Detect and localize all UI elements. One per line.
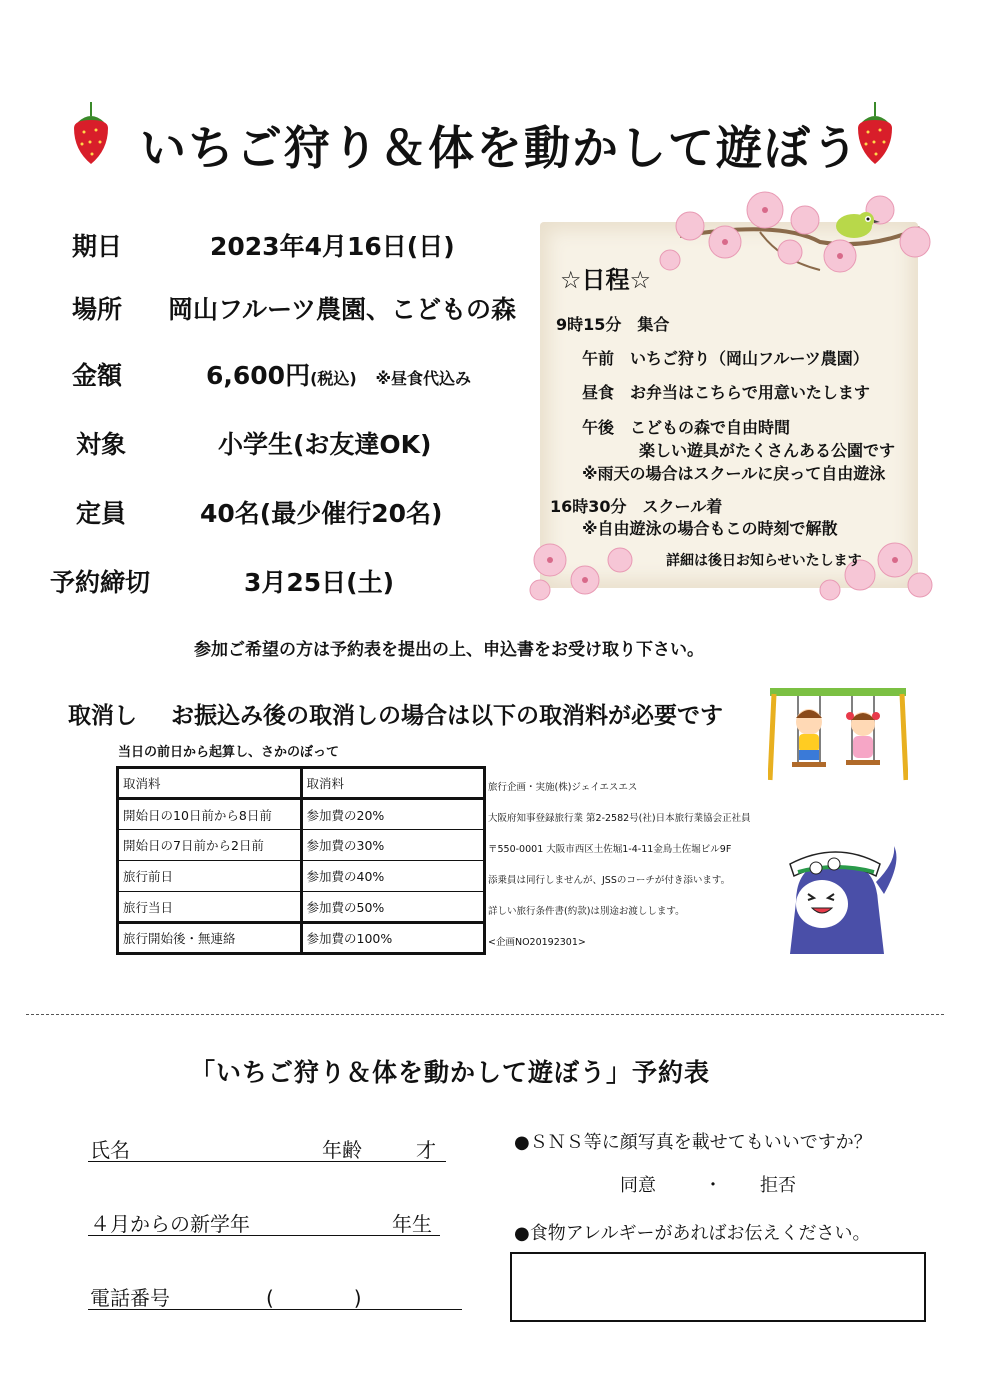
schedule-line-6: ※雨天の場合はスクールに戻って自由遊泳 bbox=[582, 464, 886, 483]
table-header-cell: 取消料 bbox=[118, 768, 302, 799]
page-title: いちご狩り＆体を動かして遊ぼう bbox=[140, 121, 860, 175]
allergy-input-box[interactable] bbox=[510, 1252, 926, 1322]
schedule-line-4: 午後 こどもの森で自由時間 bbox=[582, 418, 791, 437]
table-row bbox=[118, 768, 485, 799]
form-title: 「いちご狩り＆体を動かして遊ぼう」予約表 bbox=[190, 1058, 711, 1087]
cancel-heading-text: お振込み後の取消しの場合は以下の取消料が必要です bbox=[171, 703, 724, 729]
cancel-heading-label: 取消し bbox=[68, 703, 137, 729]
table-cell: 参加費の50% bbox=[301, 892, 485, 923]
agency-line-1: 旅行企画・実施(株)ジェイエスエス bbox=[488, 782, 638, 793]
schedule-title: ☆日程☆ bbox=[560, 266, 652, 294]
agency-line-3: 〒550-0001 大阪市西区土佐堀1-4-11金鳥土佐堀ビル9F bbox=[488, 844, 732, 855]
table-row bbox=[118, 799, 485, 830]
name-label: 氏名 bbox=[90, 1138, 130, 1162]
table-cell: 旅行前日 bbox=[118, 861, 302, 892]
phone-label: 電話番号 bbox=[90, 1286, 170, 1310]
agency-line-4: 添乗員は同行しませんが、JSSのコーチが付き添います。 bbox=[488, 875, 731, 886]
age-label: 年齢 bbox=[322, 1138, 362, 1162]
allergy-question: ●食物アレルギーがあればお伝えください。 bbox=[514, 1223, 871, 1244]
cancel-subtext: 当日の前日から起算し、さかのぼって bbox=[118, 745, 340, 760]
agency-line-6: <企画NO20192301> bbox=[488, 937, 586, 948]
phone-field[interactable] bbox=[88, 1282, 462, 1310]
info-value-deadline: 3月25日(土) bbox=[244, 568, 395, 597]
name-age-field[interactable] bbox=[88, 1134, 446, 1162]
info-value-price bbox=[206, 356, 471, 392]
info-label-date: 期日 bbox=[72, 232, 123, 261]
schedule-line-3: 昼食 お弁当はこちらで用意いたします bbox=[582, 383, 870, 402]
strawberry-icon-left bbox=[68, 98, 114, 172]
strawberry-icon-right bbox=[852, 98, 898, 172]
cut-line bbox=[26, 1014, 944, 1015]
info-label-deadline: 予約締切 bbox=[50, 568, 151, 597]
info-value-target: 小学生(お友達OK) bbox=[218, 430, 432, 459]
table-row bbox=[118, 923, 485, 954]
table-cell: 参加費の30% bbox=[301, 830, 485, 861]
grade-unit: 年生 bbox=[392, 1212, 432, 1236]
schedule-note: 詳細は後日お知らせいたします bbox=[666, 553, 862, 569]
sns-question: ●ＳＮＳ等に顔写真を載せてもいいですか？ bbox=[514, 1132, 872, 1153]
schedule-line-2: 午前 いちご狩り（岡山フルーツ農園） bbox=[582, 349, 869, 368]
schedule-line-1: 9時15分 集合 bbox=[556, 315, 670, 334]
age-unit: 才 bbox=[416, 1138, 436, 1162]
price-amount: 6,600円 bbox=[206, 361, 311, 390]
table-row bbox=[118, 861, 485, 892]
schedule-line-8: ※自由遊泳の場合もこの時刻で解散 bbox=[582, 519, 838, 538]
cancel-heading bbox=[68, 697, 723, 730]
info-value-place: 岡山フルーツ農園、こどもの森 bbox=[168, 295, 517, 324]
grade-field[interactable] bbox=[88, 1208, 440, 1236]
info-value-date: 2023年4月16日(日) bbox=[210, 232, 455, 261]
notice-text: 参加ご希望の方は予約表を提出の上、申込書をお受け取り下さい。 bbox=[194, 640, 704, 660]
sns-refuse-option[interactable]: 拒否 bbox=[760, 1175, 796, 1196]
info-label-price: 金額 bbox=[72, 361, 123, 390]
sns-agree-option[interactable]: 同意 bbox=[620, 1175, 656, 1196]
sns-separator: ・ bbox=[704, 1175, 722, 1196]
agency-line-2: 大阪府知事登録旅行業 第2-2582号(社)日本旅行業協会正社員 bbox=[488, 813, 751, 824]
info-label-target: 対象 bbox=[76, 430, 127, 459]
agency-line-5: 詳しい旅行条件書(約款)は別途お渡しします。 bbox=[488, 906, 685, 917]
swing-kids-illustration bbox=[768, 684, 908, 784]
table-cell: 開始日の10日前から8日前 bbox=[118, 799, 302, 830]
phone-parens: ( ) bbox=[266, 1286, 362, 1310]
table-row bbox=[118, 892, 485, 923]
price-note: ※昼食代込み bbox=[375, 369, 471, 388]
table-header-cell: 取消料 bbox=[301, 768, 485, 799]
cancel-fee-table bbox=[116, 766, 486, 955]
table-cell: 開始日の7日前から2日前 bbox=[118, 830, 302, 861]
table-cell: 旅行開始後・無連絡 bbox=[118, 923, 302, 954]
penguin-mascot-illustration bbox=[776, 842, 906, 958]
grade-label: ４月からの新学年 bbox=[90, 1212, 250, 1236]
bird-icon bbox=[830, 208, 880, 242]
info-label-capacity: 定員 bbox=[76, 499, 127, 528]
schedule-line-5: 楽しい遊具がたくさんある公園です bbox=[639, 441, 896, 460]
info-label-place: 場所 bbox=[72, 295, 123, 324]
info-value-capacity: 40名(最少催行20名) bbox=[200, 499, 443, 528]
table-cell: 参加費の40% bbox=[301, 861, 485, 892]
schedule-line-7: 16時30分 スクール着 bbox=[550, 497, 723, 516]
table-cell: 参加費の20% bbox=[301, 799, 485, 830]
table-cell: 参加費の100% bbox=[301, 923, 485, 954]
table-row bbox=[118, 830, 485, 861]
table-cell: 旅行当日 bbox=[118, 892, 302, 923]
price-tax: (税込) bbox=[310, 369, 357, 388]
